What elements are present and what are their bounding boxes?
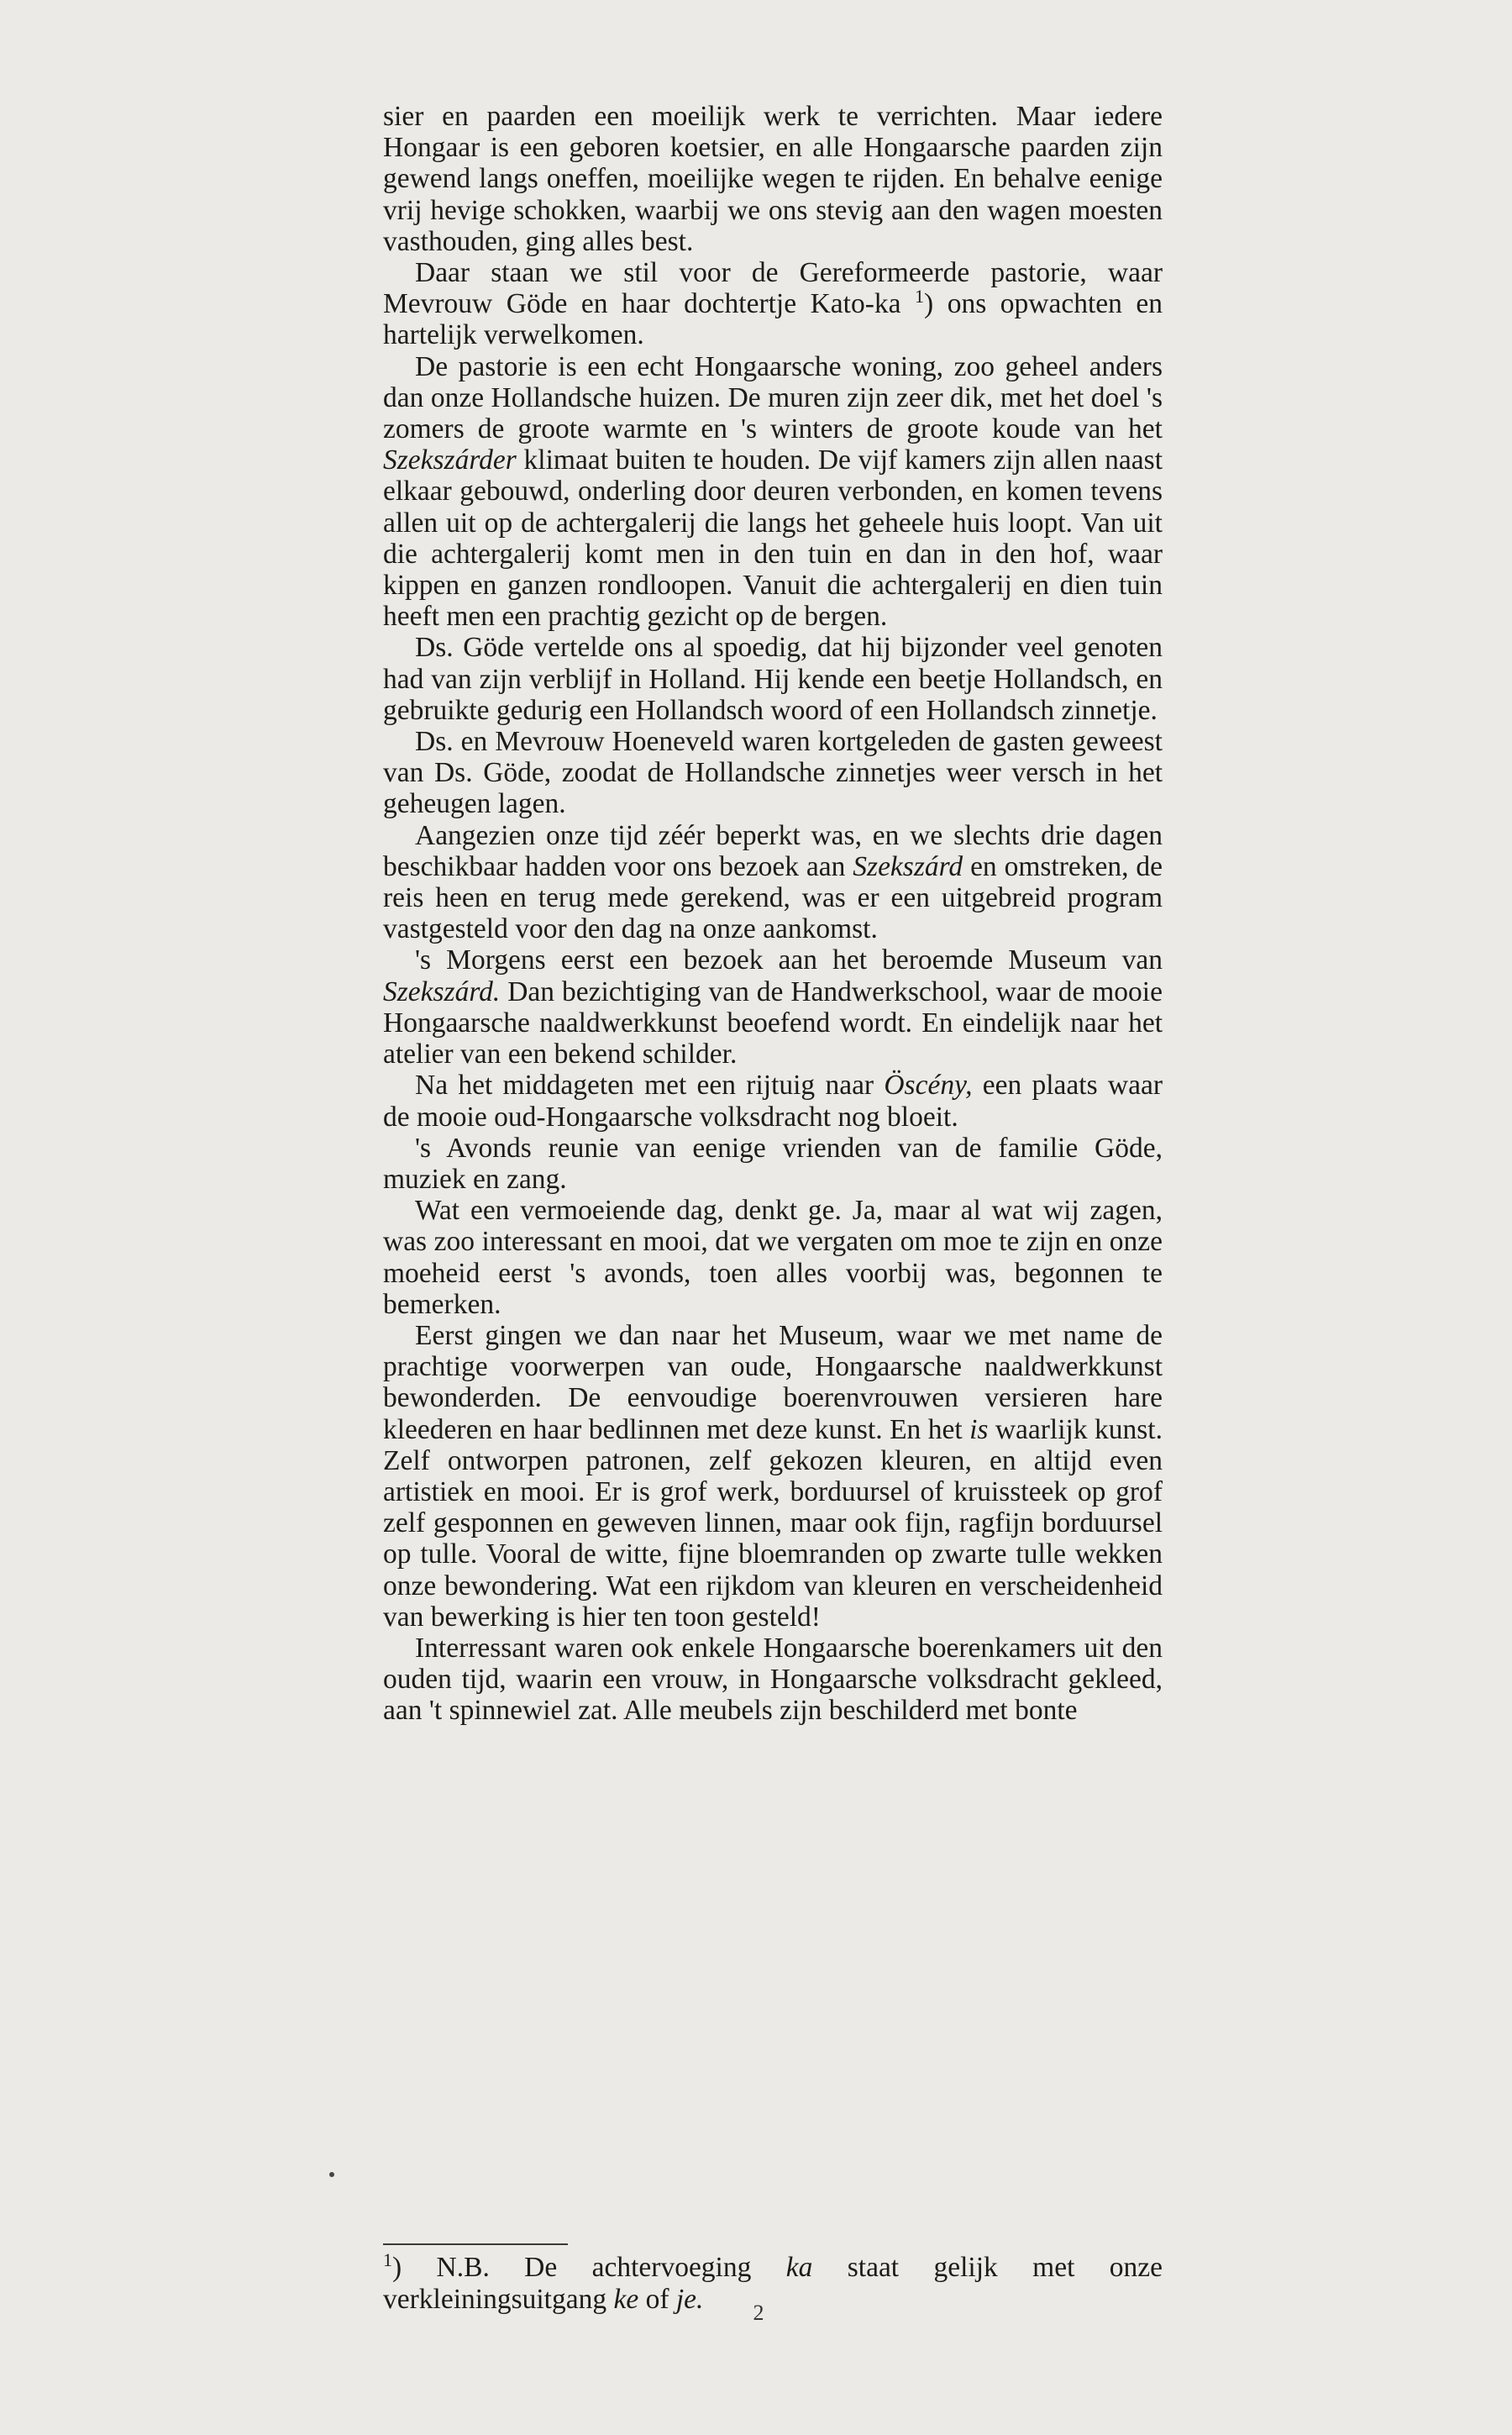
footnote-mark: 1 bbox=[383, 2248, 392, 2270]
paragraph-9: 's Avonds reunie van eenige vrienden van de familie Göde, muziek en zang. bbox=[383, 1132, 1163, 1195]
paragraph-8: Na het middageten met een rijtuig naar Öscény, een plaats waar de mooie oud-Hongaarsche volksdracht nog bloeit. bbox=[383, 1070, 1163, 1133]
footnote-paren: ) bbox=[392, 2252, 437, 2283]
paragraph-1: sier en paarden een moeilijk werk te verrichten. Maar iedere Hongaar is een geboren koetsier, en alle Hongaarsche paarden zijn gewend langs oneffen, moeilijke wegen te rijden. En behalve eenige vrij hevige schokken, waarbij we ons stevig aan den wagen moesten vasthouden, ging alles best. bbox=[383, 101, 1163, 257]
page-number: 2 bbox=[753, 2301, 764, 2325]
paragraph-2: Daar staan we stil voor de Gereformeerde pastorie, waar Mevrouw Göde en haar dochtertje Kato-ka $^1$) ons opwachten en hartelijk verwelkomen. bbox=[383, 257, 1163, 351]
footnote-divider bbox=[383, 2243, 568, 2245]
paragraph-6: Aangezien onze tijd zéér beperkt was, en we slechts drie dagen beschikbaar hadden voor ons bezoek aan Szekszárd en omstreken, de reis heen en terug mede gerekend, was er een uitgebreid program vastgesteld voor den dag na onze aankomst. bbox=[383, 819, 1163, 945]
print-speck bbox=[329, 2172, 334, 2177]
paragraph-10: Wat een vermoeiende dag, denkt ge. Ja, maar al wat wij zagen, was zoo interessant en mooi, dat we vergaten om moe te zijn en onze moeheid eerst 's avonds, toen alles voorbij was, begonnen te bemerken. bbox=[383, 1195, 1163, 1320]
paragraph-12: Interressant waren ook enkele Hongaarsche boerenkamers uit den ouden tijd, waarin een vrouw, in Hongaarsche volksdracht gekleed, aan 't spinnewiel zat. Alle meubels zijn beschilderd met bonte bbox=[383, 1632, 1163, 1727]
footnote bbox=[383, 2248, 1163, 2316]
paragraph-5: Ds. en Mevrouw Hoeneveld waren kortgeleden de gasten geweest van Ds. Göde, zoodat de Hollandsche zinnetjes weer versch in het geheugen lagen. bbox=[383, 726, 1163, 820]
paragraph-4: Ds. Göde vertelde ons al spoedig, dat hij bijzonder veel genoten had van zijn verblijf in Holland. Hij kende een beetje Hollandsch, en gebruikte gedurig een Hollandsch woord of een Hollandsch zinnetje. bbox=[383, 632, 1163, 726]
footnote-text: N.B. De achtervoeging ka staat gelijk met onze verkleiningsuitgang ke of je. bbox=[383, 2252, 1163, 2315]
paragraph-7: 's Morgens eerst een bezoek aan het beroemde Museum van Szekszárd. Dan bezichtiging van de Handwerkschool, waar de mooie Hongaarsche naaldwerkkunst beoefend wordt. En eindelijk naar het atelier van een bekend schilder. bbox=[383, 944, 1163, 1070]
paragraph-3: De pastorie is een echt Hongaarsche woning, zoo geheel anders dan onze Hollandsche huizen. De muren zijn zeer dik, met het doel 's zomers de groote warmte en 's winters de groote koude van het Szekszárder klimaat buiten te houden. De vijf kamers zijn allen naast elkaar gebouwd, onderling door deuren verbonden, en komen tevens allen uit op de achtergalerij die langs het geheele huis loopt. Van uit die achtergalerij komt men in den tuin en dan in den hof, waar kippen en ganzen rondloopen. Vanuit die achtergalerij en dien tuin heeft men een prachtig gezicht op de bergen. bbox=[383, 350, 1163, 633]
paragraph-11: Eerst gingen we dan naar het Museum, waar we met name de prachtige voorwerpen van oude, Hongaarsche naaldwerkkunst bewonderden. De eenvoudige boerenvrouwen versieren hare kleederen en haar bedlinnen met deze kunst. En het is waarlijk kunst. Zelf ontworpen patronen, zelf gekozen kleuren, en altijd even artistiek en mooi. Er is grof werk, borduursel of kruissteek op grof zelf gesponnen en geweven linnen, maar ook fijn, ragfijn borduursel op tulle. Vooral de witte, fijne bloemranden op zwarte tulle wekken onze bewondering. Wat een rijkdom van kleuren en verscheidenheid van bewerking is hier ten toon gesteld! bbox=[383, 1319, 1163, 1633]
text-column bbox=[383, 101, 1163, 1727]
